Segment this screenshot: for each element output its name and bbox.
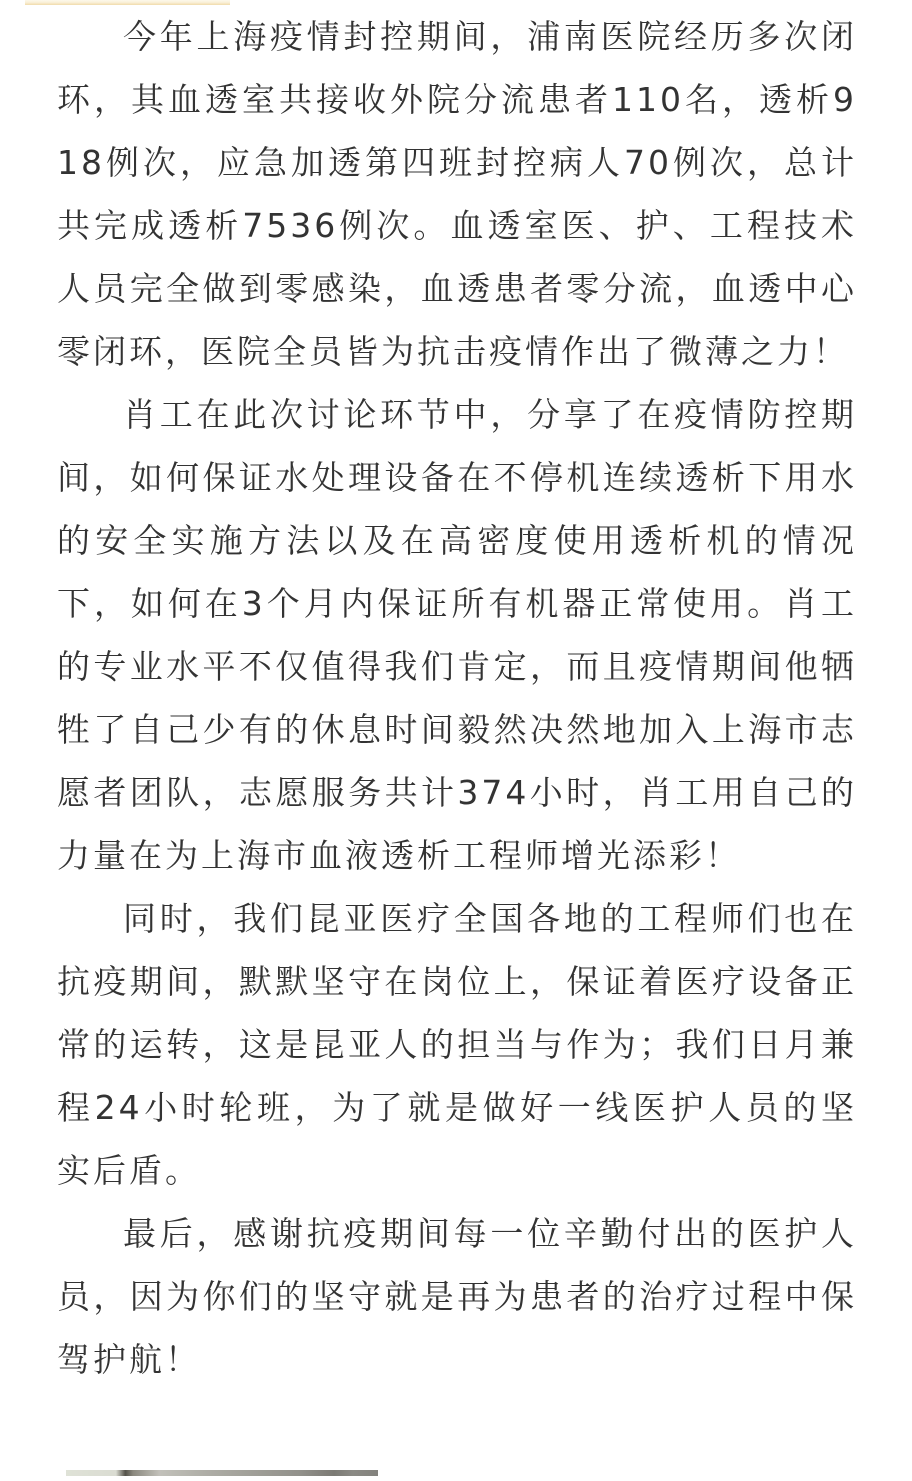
photo-top-edge	[66, 1470, 378, 1476]
paragraph-thanks: 最后，感谢抗疫期间每一位辛勤付出的医护人员，因为你们的坚守就是再为患者的治疗过程中保驾护航！	[57, 1214, 857, 1379]
paragraph-kunya-engineers: 同时，我们昆亚医疗全国各地的工程师们也在抗疫期间，默默坚守在岗位上，保证着医疗设备正常的运转，这是昆亚人的担当与作为；我们日月兼程24小时轮班，为了就是做好一线医护人员的坚实后盾。	[57, 899, 857, 1190]
article-body	[57, 5, 857, 1391]
paragraph-engineer-xiao: 肖工在此次讨论环节中，分享了在疫情防控期间，如何保证水处理设备在不停机连续透析下用水的安全实施方法以及在高密度使用透析机的情况下，如何在3个月内保证所有机器正常使用。肖工的专业水平不仅值得我们肯定，而且疫情期间他牺牲了自己少有的休息时间毅然决然地加入上海市志愿者团队，志愿服务共计374小时，肖工用自己的力量在为上海市血液透析工程师增光添彩！	[57, 395, 857, 875]
paragraph-lockdown-summary: 今年上海疫情封控期间，浦南医院经历多次闭环，其血透室共接收外院分流患者110名，透析918例次，应急加透第四班封控病人70例次，总计共完成透析7536例次。血透室医、护、工程技术人员完全做到零感染，血透患者零分流，血透中心零闭环，医院全员皆为抗击疫情作出了微薄之力！	[57, 17, 857, 371]
